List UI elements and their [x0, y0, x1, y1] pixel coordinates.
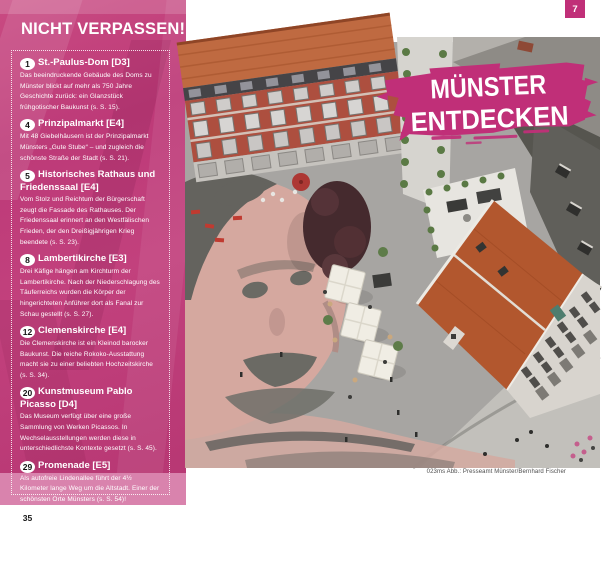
poi-title: Clemenskirche [E4] [38, 325, 127, 337]
poi-number-badge: 5 [20, 170, 35, 182]
hero-title-line2: ENTDECKEN [410, 100, 580, 138]
poi-title: Aasee [B6] [38, 510, 88, 522]
poi-description: Drei Käfige hängen am Kirchturm der Lambertikirche. Nach der Niederschlagung des Täuferreichs wurden die Körper der hingerichteten Anführer dort als Fanal zur Schau gestellt (s. S. 27). [20, 268, 160, 318]
poi-title: Prinzipalmarkt [E4] [38, 118, 125, 130]
hero-title-line1: MÜNSTER [429, 68, 565, 105]
poi-description: Das Museum verfügt über eine große Sammlung von Werken Picassos. In Wechselausstellungen werden diese in unterschiedlichste Kontexte gesetzt (s. S. 45). [20, 413, 157, 453]
poi-description: Mit 48 Giebelhäusern ist der Prinzipalmarkt Münsters „Gute Stube“ – und zugleich die schönste Straße der Stadt (s. S. 21). [20, 133, 149, 162]
poi-item-35 [20, 511, 162, 578]
poi-description: Das beeindruckende Gebäude des Doms zu Münster blickt auf mehr als 750 Jahre Geschichte zurück: ein Glanzstück frühgotischer Baukunst (s. S. 15). [20, 72, 152, 111]
poi-item-20 [20, 386, 162, 454]
poi-number-badge: 8 [20, 254, 35, 266]
poi-title: Historisches Rathaus und Friedenssaal [E4] [20, 169, 156, 194]
title-banner [372, 56, 602, 152]
photo-credit: 023ms Abb.: Presseamt Münster/Bernhard Fischer [426, 469, 566, 475]
poi-description: Vom Stolz und Reichtum der Bürgerschaft zeugt die Fassade des Rathauses. Der Friedenssaal erinnert an den Westfälischen Frieden, der den Dreißigjährigen Krieg beendete (s. S. 23). [20, 196, 150, 246]
poi-number-badge: 1 [20, 58, 35, 70]
poi-item-1 [20, 57, 162, 113]
kiosk [372, 273, 392, 288]
poi-item-5 [20, 169, 162, 248]
poi-number-badge: 29 [20, 461, 35, 473]
dont-miss-sidebar [0, 0, 186, 575]
sidebar-photo-texture [0, 0, 186, 14]
poi-list [11, 50, 170, 575]
poi-title: Kunstmuseum Pablo Picasso [D4] [20, 386, 133, 411]
sidebar-heading: NICHT VERPASSEN! [21, 20, 186, 38]
poi-description: Die Clemenskirche ist ein Kleinod barocker Baukunst. Die reiche Rokoko-Ausstattung macht sie zu einer beliebten Hochzeitskirche (s. S. 34). [20, 340, 154, 379]
poi-item-29 [20, 460, 162, 506]
poi-description: Als autofreie Lindenallee führt der 4½ Kilometer lange Weg um die Altstadt. Einer der schönsten Orte Münsters (s. S. 54)! [20, 474, 160, 504]
poi-title: Lambertikirche [E3] [38, 253, 127, 265]
poi-description: Rund um den See sind viele Kunstwerke der Skulpturenausstellungen zu entdecken. Im südlichen Teil befinden sich ein Freilichtmuseum, das Naturkundemuseum und der Allwetterzoo (s. S. 62). [20, 525, 159, 575]
poi-number-badge: 12 [20, 326, 35, 338]
poi-number-badge: 4 [20, 119, 35, 131]
poi-title: St.-Paulus-Dom [D3] [38, 57, 130, 68]
poi-item-12 [20, 325, 162, 381]
poi-number-badge: 20 [20, 387, 35, 399]
poi-number-badge: 35 [20, 512, 35, 524]
poi-title: Promenade [E5] [38, 459, 111, 471]
page-number-badge: 7 [565, 0, 585, 18]
poi-item-8 [20, 253, 162, 320]
poi-item-4 [20, 118, 162, 164]
